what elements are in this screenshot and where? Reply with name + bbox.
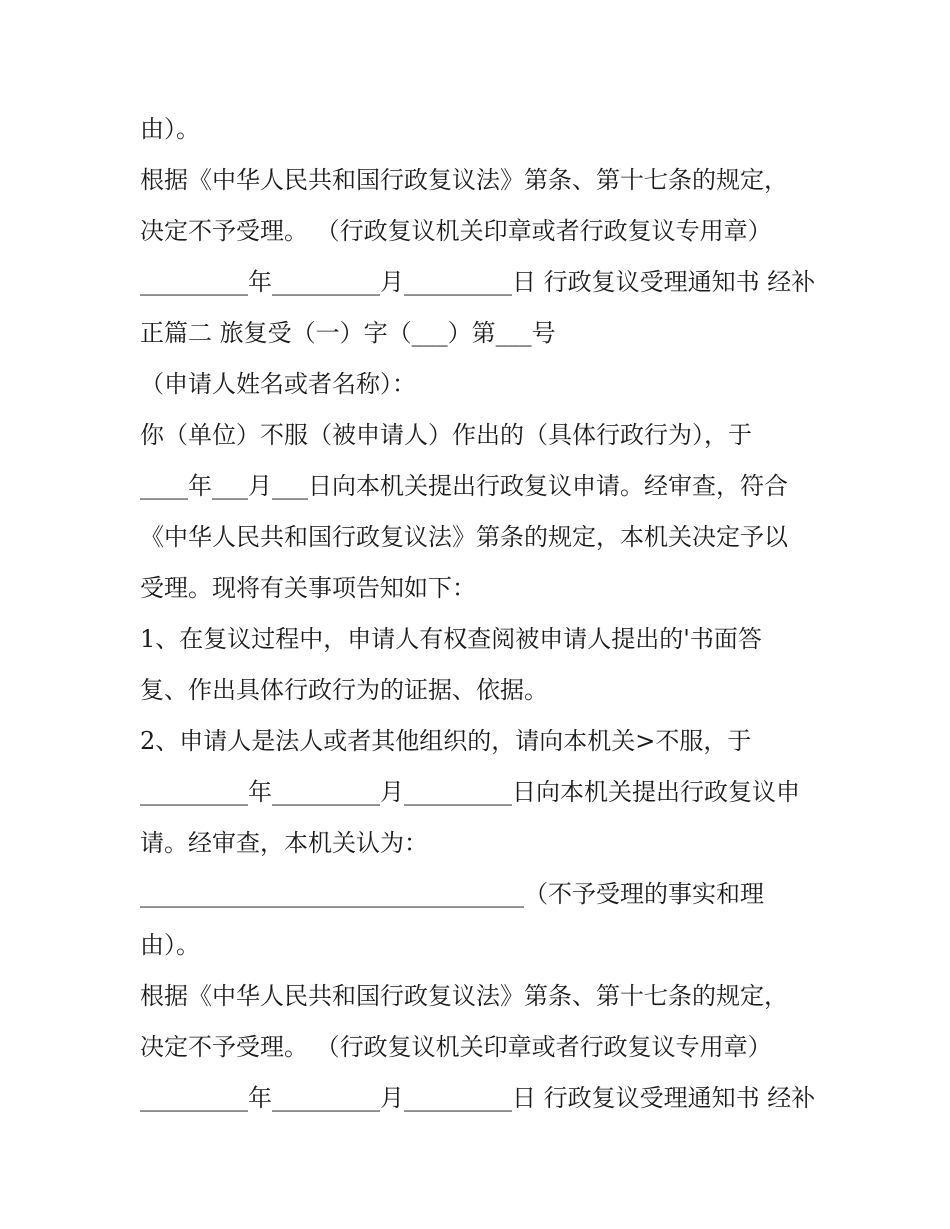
text-line: 决定不予受理。 （行政复议机关印章或者行政复议专用章）	[140, 1033, 772, 1061]
text-line: ____年___月___日向本机关提出行政复议申请。经审查，符合	[140, 472, 788, 500]
text-line: 根据《中华人民共和国行政复议法》第条、第十七条的规定，	[140, 982, 788, 1010]
text-line: 2、申请人是法人或者其他组织的，请向本机关>不服，于	[140, 727, 752, 755]
text-line: 你（单位）不服（被申请人）作出的（具体行政行为），于	[140, 421, 752, 449]
text-line: （申请人姓名或者名称）：	[140, 370, 416, 398]
text-line: 复、作出具体行政行为的证据、依据。	[140, 676, 548, 704]
text-line: _________年_________月_________日 行政复议受理通知书 经补	[140, 1084, 816, 1112]
text-line: 由）。	[140, 931, 200, 959]
text-line: 正篇二 旅复受（一）字（___）第___号	[140, 319, 556, 347]
text-line: 根据《中华人民共和国行政复议法》第条、第十七条的规定，	[140, 166, 788, 194]
text-line: 受理。现将有关事项告知如下：	[140, 574, 476, 602]
text-line: _________年_________月_________日向本机关提出行政复议申	[140, 778, 800, 806]
text-line: ________________________________（不予受理的事实和理	[140, 880, 764, 908]
text-line: 请。经审查，本机关认为：	[140, 829, 428, 857]
text-line: 《中华人民共和国行政复议法》第条的规定，本机关决定予以	[140, 523, 788, 551]
text-line: 1、在复议过程中，申请人有权查阅被申请人提出的'书面答	[140, 625, 762, 653]
text-line: _________年_________月_________日 行政复议受理通知书 经补	[140, 268, 816, 296]
text-line: 决定不予受理。 （行政复议机关印章或者行政复议专用章）	[140, 217, 772, 245]
text-line: 由）。	[140, 115, 200, 143]
